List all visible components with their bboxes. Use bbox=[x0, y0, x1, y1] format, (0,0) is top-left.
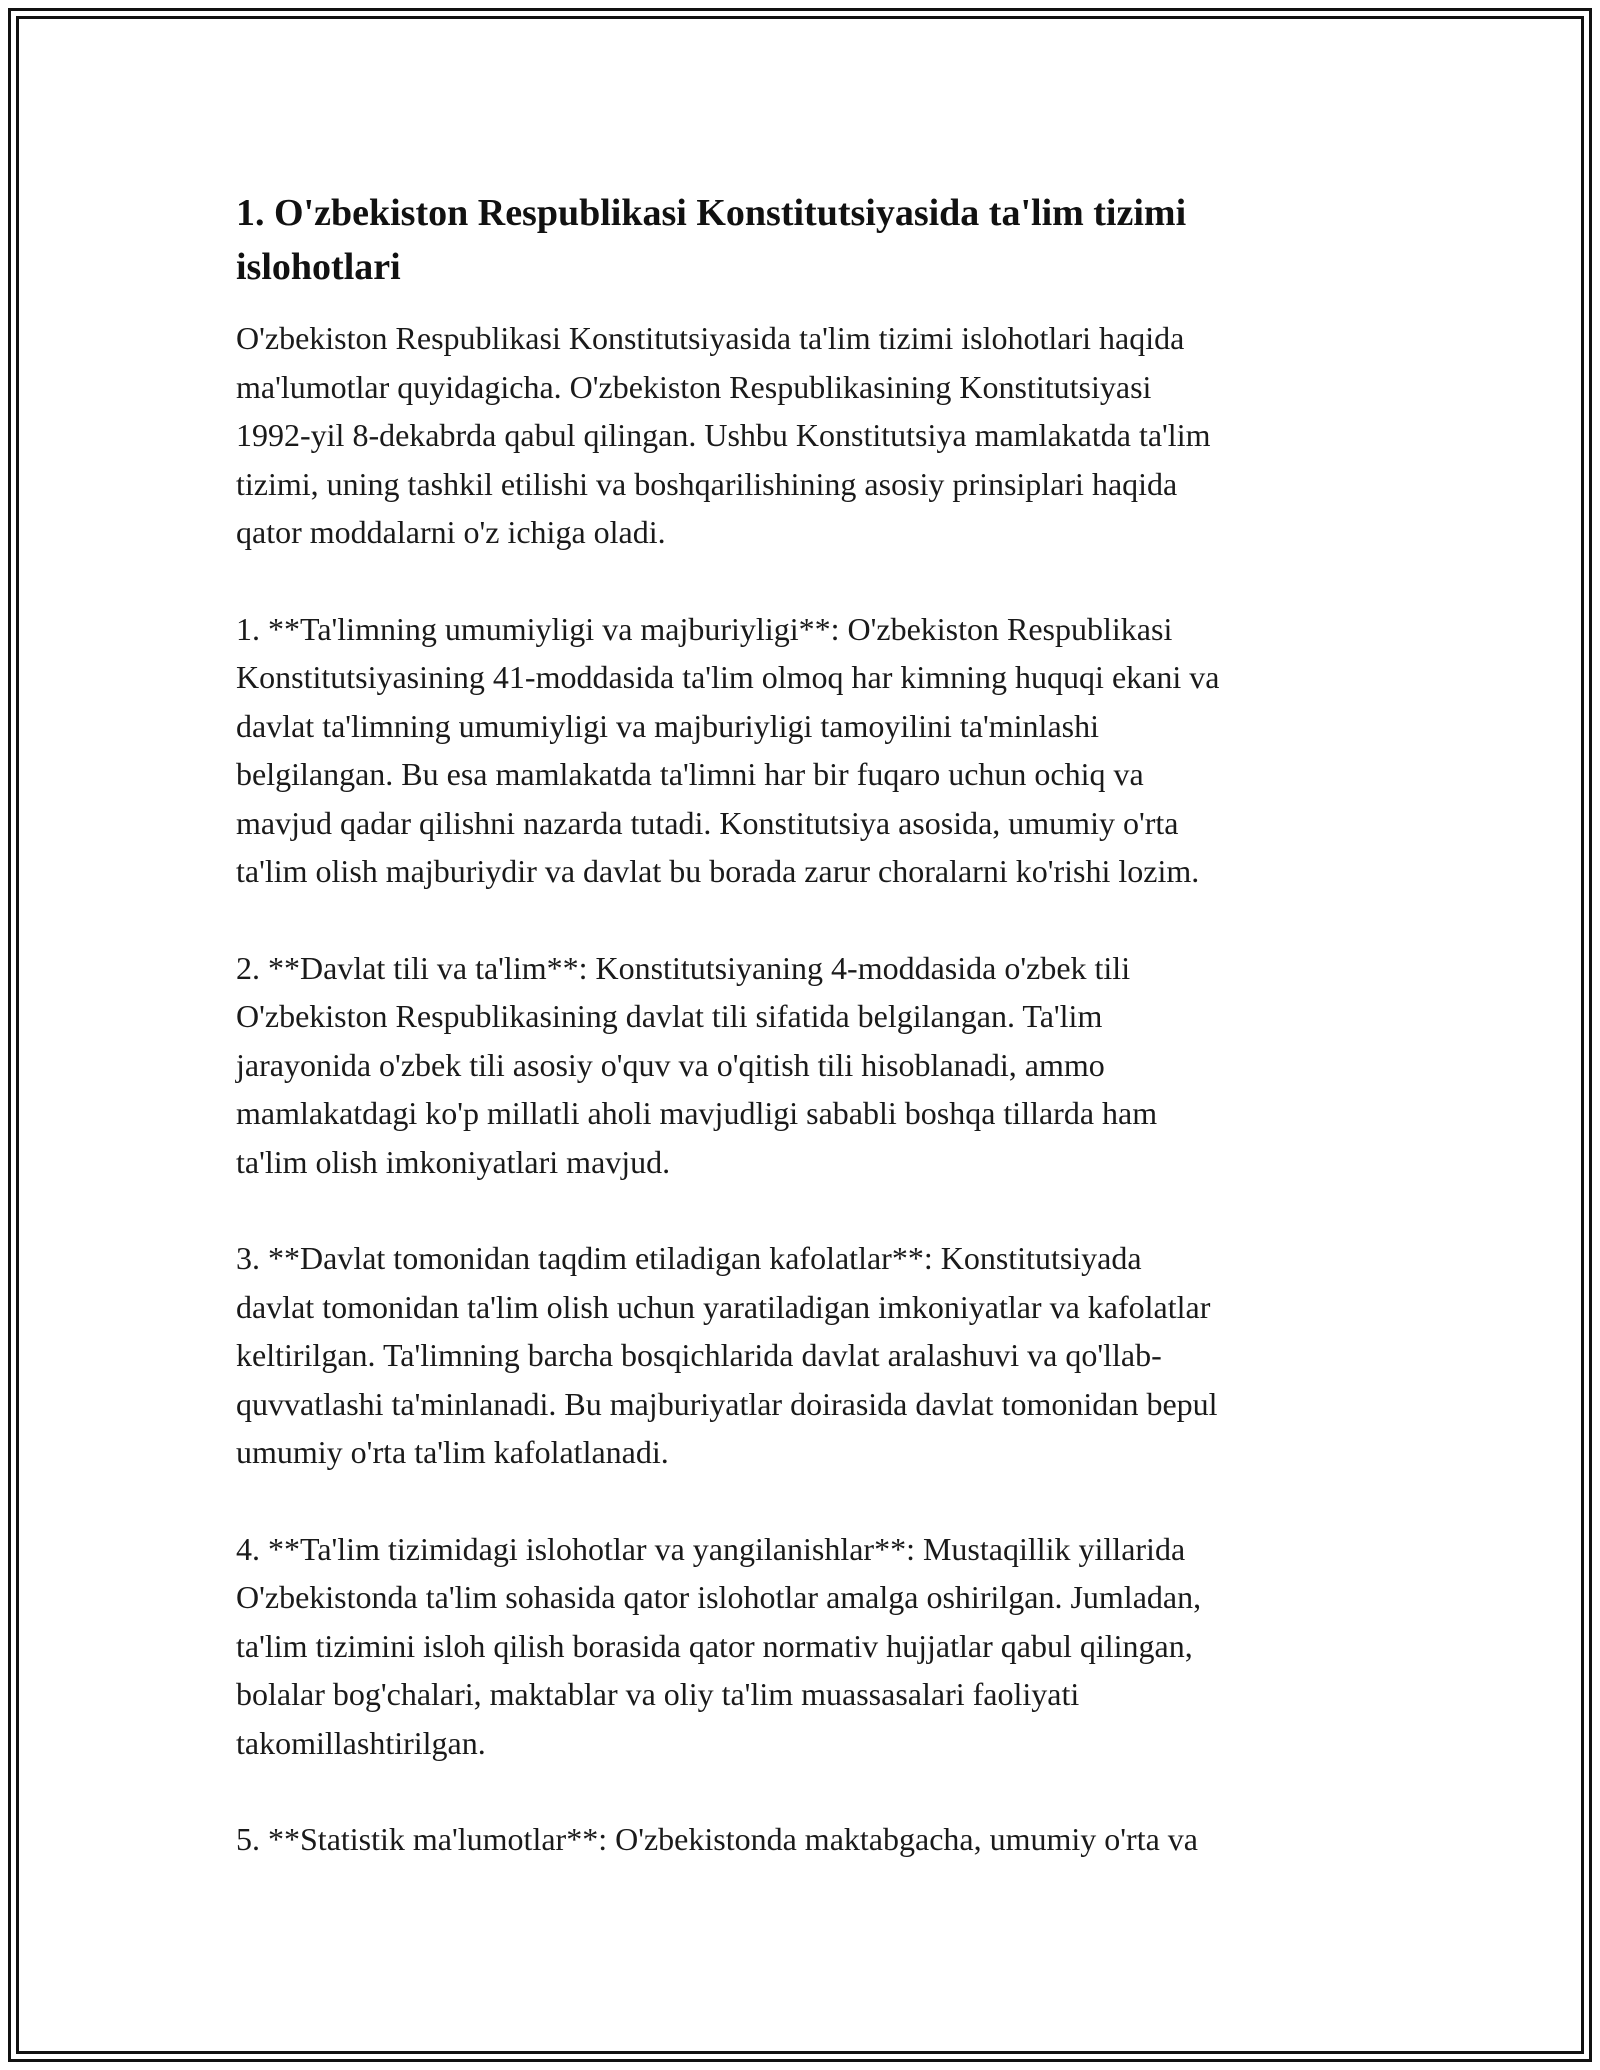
text-line: ma'lumotlar quyidagicha. O'zbekiston Respublikasining Konstitutsiyasi bbox=[236, 368, 1152, 405]
text-line: O'zbekiston Respublikasi Konstitutsiyasida ta'lim tizimi islohotlari haqida bbox=[236, 320, 1185, 356]
paragraph-item-1 bbox=[236, 605, 1376, 896]
text-line: davlat tomonidan ta'lim olish uchun yaratiladigan imkoniyatlar va kafolatlar bbox=[236, 1288, 1211, 1325]
document-body bbox=[236, 186, 1376, 1912]
text-line: 4. **Ta'lim tizimidagi islohotlar va yangilanishlar**: Mustaqillik yillarida bbox=[236, 1530, 1186, 1567]
paragraph-item-4 bbox=[236, 1525, 1376, 1768]
text-line: O'zbekiston Respublikasining davlat tili sifatida belgilangan. Ta'lim bbox=[236, 998, 1103, 1034]
text-line: Konstitutsiyasining 41-moddasida ta'lim olmoq har kimning huquqi ekani va bbox=[236, 659, 1220, 695]
text-line: mamlakatdagi ko'p millatli aholi mavjudligi sababli boshqa tillarda ham bbox=[236, 1095, 1158, 1131]
paragraph-item-3 bbox=[236, 1234, 1376, 1477]
text-line: 5. **Statistik ma'lumotlar**: O'zbekistonda maktabgacha, umumiy o'rta va bbox=[236, 1821, 1198, 1857]
text-line: ta'lim tizimini isloh qilish borasida qator normativ hujjatlar qabul qilingan, bbox=[236, 1627, 1193, 1664]
text-line: bolalar bog'chalari, maktablar va oliy ta'lim muassasalari faoliyati bbox=[236, 1676, 1080, 1712]
text-line: keltirilgan. Ta'limning barcha bosqichlarida davlat aralashuvi va qo'llab- bbox=[236, 1337, 1162, 1373]
paragraph-intro bbox=[236, 314, 1376, 557]
text-line: belgilangan. Bu esa mamlakatda ta'limni har bir fuqaro uchun ochiq va bbox=[236, 756, 1144, 792]
text-line: quvvatlashi ta'minlanadi. Bu majburiyatlar doirasida davlat tomonidan bepul bbox=[236, 1385, 1218, 1422]
document-title bbox=[236, 186, 1376, 294]
text-line: ta'lim olish majburiydir va davlat bu borada zarur choralarni ko'rishi lozim. bbox=[236, 853, 1200, 889]
text-line: ta'lim olish imkoniyatlari mavjud. bbox=[236, 1143, 671, 1180]
text-line: 3. **Davlat tomonidan taqdim etiladigan kafolatlar**: Konstitutsiyada bbox=[236, 1240, 1142, 1276]
title-line: islohotlari bbox=[236, 246, 401, 288]
text-line: O'zbekistonda ta'lim sohasida qator islohotlar amalga oshirilgan. Jumladan, bbox=[236, 1579, 1202, 1615]
text-line: 1. **Ta'limning umumiyligi va majburiyligi**: O'zbekiston Respublikasi bbox=[236, 610, 1173, 647]
text-line: 2. **Davlat tili va ta'lim**: Konstitutsiyaning 4-moddasida o'zbek tili bbox=[236, 949, 1131, 986]
title-line: 1. O'zbekiston Respublikasi Konstitutsiyasida ta'lim tizimi bbox=[236, 192, 1187, 234]
paragraph-item-2 bbox=[236, 944, 1376, 1187]
text-line: 1992-yil 8-dekabrda qabul qilingan. Ushbu Konstitutsiya mamlakatda ta'lim bbox=[236, 417, 1211, 453]
text-line: jarayonida o'zbek tili asosiy o'quv va o'qitish tili hisoblanadi, ammo bbox=[236, 1046, 1105, 1083]
text-line: tizimi, uning tashkil etilishi va boshqarilishining asosiy prinsiplari haqida bbox=[236, 465, 1178, 502]
text-line: mavjud qadar qilishni nazarda tutadi. Konstitutsiya asosida, umumiy o'rta bbox=[236, 804, 1179, 841]
paragraph-item-5 bbox=[236, 1815, 1376, 1864]
text-line: davlat ta'limning umumiyligi va majburiyligi tamoyilini ta'minlashi bbox=[236, 707, 1099, 744]
text-line: qator moddalarni o'z ichiga oladi. bbox=[236, 514, 666, 550]
text-line: takomillashtirilgan. bbox=[236, 1724, 486, 1761]
text-line: umumiy o'rta ta'lim kafolatlanadi. bbox=[236, 1434, 669, 1470]
